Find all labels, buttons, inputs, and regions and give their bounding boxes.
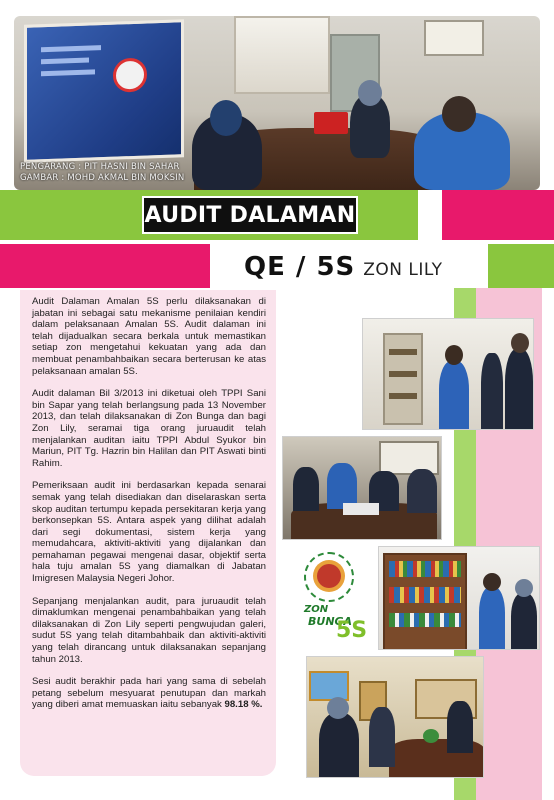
notice-board: [424, 20, 484, 56]
window: [234, 16, 330, 94]
flower-icon: [317, 564, 341, 588]
title-box: [142, 196, 358, 234]
presentation-logo-icon: [113, 57, 147, 92]
audit-photo-1: [362, 318, 534, 430]
laptop: [314, 112, 348, 134]
subtitle: [244, 252, 443, 282]
zon-bunga-5s-logo: ZON BUNGA 5S: [290, 548, 370, 644]
article-body: [20, 290, 276, 776]
header-photo: [14, 16, 540, 190]
paragraph-1: Audit Dalaman Amalan 5S perlu dilaksanakan di jabatan ini sebagai satu mekanisme penilaian kendiri dalam pelaksanaan Amalan 5S. Audit dalaman ini telah dijadualkan secara berkala untuk memastikan setiap zon mengetahui kekuatan yang ada dan membuat penambahbaikan secara berterusan ke atas pelaksanaan amalan 5S.: [32, 296, 266, 377]
photo-credit: GAMBAR : MOHD AKMAL BIN MOKSIN: [20, 173, 185, 183]
author-credit: PENGARANG : PIT HASNI BIN SAHAR: [20, 162, 180, 172]
paragraph-5: Sesi audit berakhir pada hari yang sama di sebelah petang sebelum mesyuarat penutupan dan markah yang diberi amat memuaskan iaitu sebanyak 98.18 %.: [32, 676, 266, 711]
audit-photo-4: [306, 656, 484, 778]
subtitle-zone: ZON LILY: [363, 260, 443, 280]
paragraph-4: Sepanjang menjalankan audit, para juruaudit telah dimaklumkan mengenai penambahbaikan yang telah dilaksanakan di Zon Lily seperti pengwujudan galeri, sudut 5S yang telah ditambahbaik dan aktiviti-aktiviti yang telah dirancang untuk dilaksanakan sepanjang tahun 2013.: [32, 595, 266, 665]
paragraph-3: Pemeriksaan audit ini berdasarkan kepada senarai semak yang telah disediakan dan diselaraskan serta skop auditan tertumpu kepada persekitaran kerja yang berkonsepkan 5S. Antara aspek yang dilihat adalah dari segi dokumentasi, sistem kerja yang memudahcara, aktiviti-aktiviti yang dijalankan dan pemahaman pegawai mengenai dasar, objektif serta hala tuju amalan 5S yang diamalkan di Jabatan Imigresen Malaysia Negeri Johor.: [32, 480, 266, 585]
paragraph-2: Audit dalaman Bil 3/2013 ini diketuai oleh TPPI Sani bin Sapar yang telah berlangsung pada 13 November 2013, dan telah dilaksanakan di Zon Bunga dan bagi Zon Lily, seramai tiga orang juruaudit telah menjalankan auditan iaitu TPPI Abdul Syukor bin Mariun, PIT Tg. Hazrin bin Halilan dan PIT Aswati binti Rahim.: [32, 388, 266, 469]
audit-photo-2: [282, 436, 442, 540]
audit-score: 98.18 %.: [224, 699, 263, 711]
page-title: AUDIT DALAMAN: [144, 202, 356, 228]
projector-screen: [24, 19, 184, 163]
subtitle-main: QE / 5S: [244, 252, 356, 282]
audit-photo-3: [378, 546, 540, 650]
photo-credits: [20, 162, 184, 184]
